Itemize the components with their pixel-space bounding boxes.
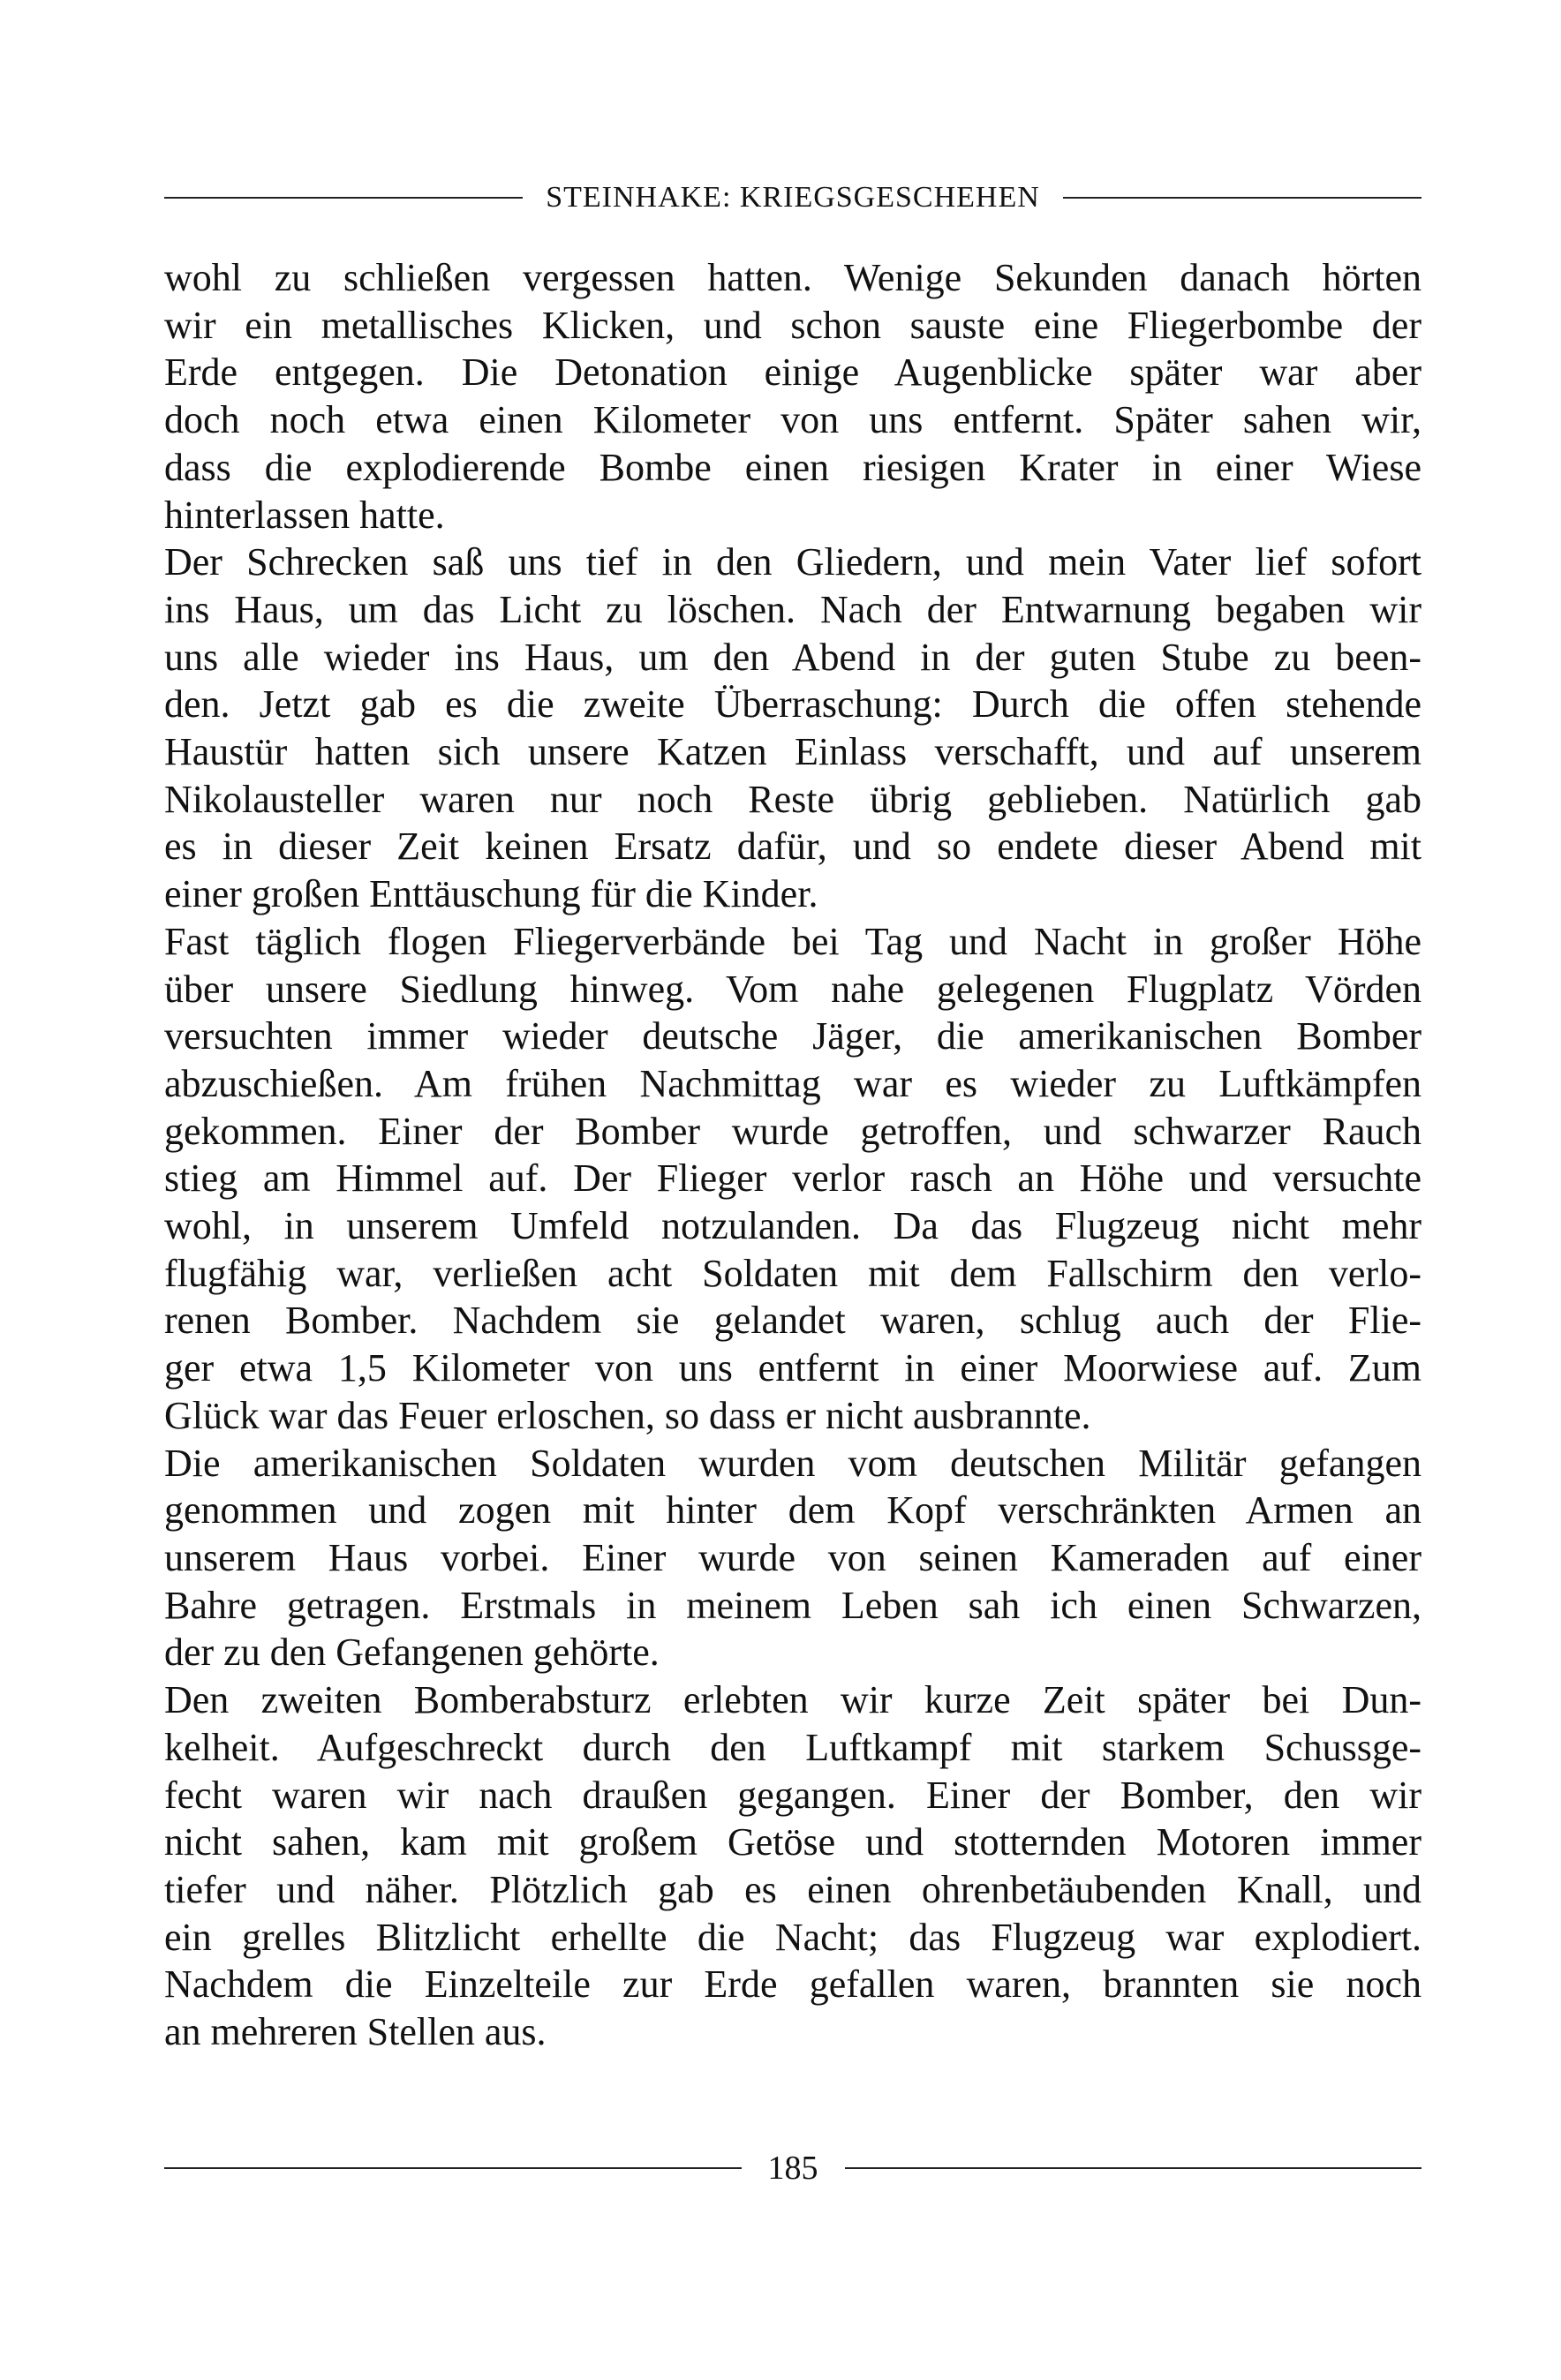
header-rule-right bbox=[1063, 197, 1421, 199]
text-line: Fast täglich flogen Fliegerverbände bei Tag und Nacht in großer Höhe bbox=[164, 919, 1421, 963]
text-line: Haustür hatten sich unsere Katzen Einlass verschafft, und auf unserem bbox=[164, 730, 1421, 774]
text-line: wohl zu schließen vergessen hatten. Wenige Sekunden danach hörten bbox=[164, 256, 1421, 299]
text-line: dass die explodierende Bombe einen riesigen Krater in einer Wiese bbox=[164, 445, 1421, 489]
text-line: renen Bomber. Nachdem sie gelandet waren, schlug auch der Flie- bbox=[164, 1299, 1421, 1343]
text-line: nicht sahen, kam mit großem Getöse und stotternden Motoren immer bbox=[164, 1820, 1421, 1864]
text-line: Der Schrecken saß uns tief in den Gliedern, und mein Vater lief sofort bbox=[164, 540, 1421, 584]
text-line: unserem Haus vorbei. Einer wurde von seinen Kameraden auf einer bbox=[164, 1535, 1421, 1579]
paragraph-3 bbox=[164, 918, 1421, 1440]
text-line: über unsere Siedlung hinweg. Vom nahe gelegenen Flugplatz Vörden bbox=[164, 967, 1421, 1011]
paragraph-1 bbox=[164, 254, 1421, 539]
text-line: stieg am Himmel auf. Der Flieger verlor rasch an Höhe und versuchte bbox=[164, 1156, 1421, 1201]
text-line: Bahre getragen. Erstmals in meinem Leben sah ich einen Schwarzen, bbox=[164, 1583, 1421, 1627]
text-line: kelheit. Aufgeschreckt durch den Luftkampf mit starkem Schussge- bbox=[164, 1725, 1421, 1769]
text-line: ein grelles Blitzlicht erhellte die Nacht; das Flugzeug war explodiert. bbox=[164, 1915, 1421, 1959]
text-line: Erde entgegen. Die Detonation einige Augenblicke später war aber bbox=[164, 350, 1421, 395]
text-line: der zu den Gefangenen gehörte. bbox=[164, 1631, 660, 1675]
text-line: uns alle wieder ins Haus, um den Abend in der guten Stube zu been- bbox=[164, 635, 1421, 679]
text-line: wohl, in unserem Umfeld notzulanden. Da das Flugzeug nicht mehr bbox=[164, 1204, 1421, 1248]
text-line: Den zweiten Bomberabsturz erlebten wir kurze Zeit später bei Dun- bbox=[164, 1678, 1421, 1722]
text-line: hinterlassen hatte. bbox=[164, 493, 445, 537]
text-line: Glück war das Feuer erloschen, so dass er nicht ausbrannte. bbox=[164, 1393, 1091, 1437]
text-line: fecht waren wir nach draußen gegangen. Einer der Bomber, den wir bbox=[164, 1773, 1421, 1817]
running-header bbox=[164, 173, 1421, 222]
text-line: ins Haus, um das Licht zu löschen. Nach der Entwarnung begaben wir bbox=[164, 587, 1421, 631]
paragraph-2 bbox=[164, 539, 1421, 918]
text-line: ger etwa 1,5 Kilometer von uns entfernt in einer Moorwiese auf. Zum bbox=[164, 1346, 1421, 1390]
paragraph-5 bbox=[164, 1676, 1421, 2056]
text-line: Nachdem die Einzelteile zur Erde gefallen waren, brannten sie noch bbox=[164, 1962, 1421, 2007]
page-footer bbox=[164, 2143, 1421, 2193]
header-rule-left bbox=[164, 197, 523, 199]
text-line: flugfähig war, verließen acht Soldaten mit dem Fallschirm den verlo- bbox=[164, 1251, 1421, 1295]
text-line: den. Jetzt gab es die zweite Überraschung: Durch die offen stehende bbox=[164, 682, 1421, 727]
text-line: gekommen. Einer der Bomber wurde getroffen, und schwarzer Rauch bbox=[164, 1109, 1421, 1153]
body-text bbox=[164, 254, 1421, 2056]
text-line: wir ein metallisches Klicken, und schon sauste eine Fliegerbombe der bbox=[164, 303, 1421, 347]
header-title: STEINHAKE: KRIEGSGESCHEHEN bbox=[546, 181, 1040, 214]
footer-rule-left bbox=[164, 2167, 742, 2169]
footer-rule-right bbox=[845, 2167, 1422, 2169]
text-line: tiefer und näher. Plötzlich gab es einen ohrenbetäubenden Knall, und bbox=[164, 1867, 1421, 1911]
text-line: genommen und zogen mit hinter dem Kopf verschränkten Armen an bbox=[164, 1488, 1421, 1533]
text-line: einer großen Enttäuschung für die Kinder. bbox=[164, 872, 818, 916]
text-line: Die amerikanischen Soldaten wurden vom deutschen Militär gefangen bbox=[164, 1441, 1421, 1485]
text-line: es in dieser Zeit keinen Ersatz dafür, und so endete dieser Abend mit bbox=[164, 825, 1421, 869]
page-number: 185 bbox=[767, 2150, 818, 2187]
text-line: an mehreren Stellen aus. bbox=[164, 2010, 547, 2054]
text-line: doch noch etwa einen Kilometer von uns entfernt. Später sahen wir, bbox=[164, 398, 1421, 442]
paragraph-4 bbox=[164, 1440, 1421, 1677]
text-line: abzuschießen. Am frühen Nachmittag war es wieder zu Luftkämpfen bbox=[164, 1061, 1421, 1105]
text-line: Nikolausteller waren nur noch Reste übrig geblieben. Natürlich gab bbox=[164, 777, 1421, 821]
text-line: versuchten immer wieder deutsche Jäger, die amerikanischen Bomber bbox=[164, 1014, 1421, 1058]
